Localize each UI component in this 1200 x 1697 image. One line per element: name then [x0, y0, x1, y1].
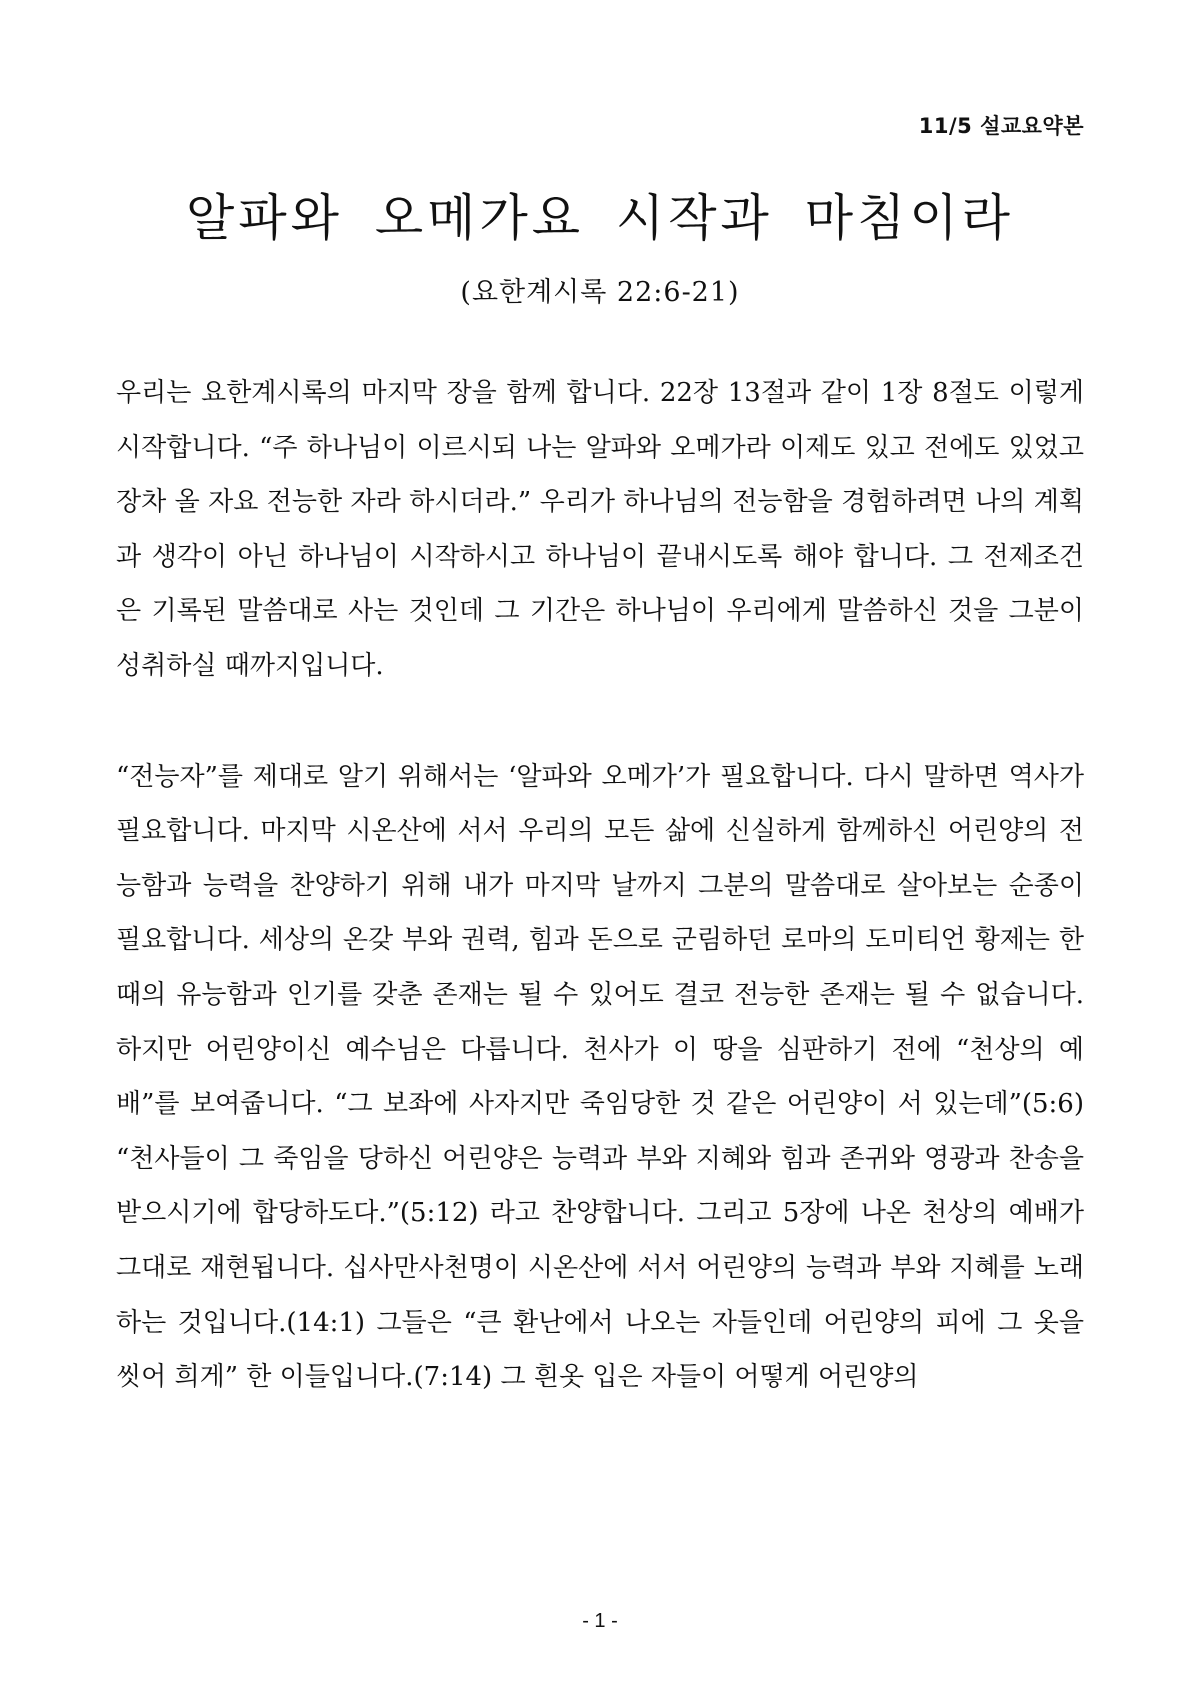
sermon-title: 알파와 오메가요 시작과 마침이라: [186, 189, 1014, 247]
sermon-body: [116, 366, 1084, 1461]
page-number: - 1 -: [582, 1610, 618, 1632]
scripture-reference: (요한계시록 22:6-21): [460, 277, 740, 308]
document-header-label: 11/5 설교요약본: [918, 114, 1084, 138]
body-paragraph: 우리는 요한계시록의 마지막 장을 함께 합니다. 22장 13절과 같이 1장 8절도 이렇게 시작합니다. “주 하나님이 이르시되 나는 알파와 오메가라 이제도 있고 전에도 있었고 장차 올 자요 전능한 자라 하시더라.” 우리가 하나님의 전능함을 경험하려면 나의 계획과 생각이 아닌 하나님이 시작하시고 하나님이 끝내시도록 해야 합니다. 그 전제조건은 기록된 말씀대로 사는 것인데 그 기간은 하나님이 우리에게 말씀하신 것을 그분이 성취하실 때까지입니다.: [116, 378, 1084, 681]
body-paragraph: “전능자”를 제대로 알기 위해서는 ‘알파와 오메가’가 필요합니다. 다시 말하면 역사가 필요합니다. 마지막 시온산에 서서 우리의 모든 삶에 신실하게 함께하신 어린양의 전능함과 능력을 찬양하기 위해 내가 마지막 날까지 그분의 말씀대로 살아보는 순종이 필요합니다. 세상의 온갖 부와 권력, 힘과 돈으로 군림하던 로마의 도미티언 황제는 한때의 유능함과 인기를 갖춘 존재는 될 수 있어도 결코 전능한 존재는 될 수 없습니다. 하지만 어린양이신 예수님은 다릅니다. 천사가 이 땅을 심판하기 전에 “천상의 예배”를 보여줍니다. “그 보좌에 사자지만 죽임당한 것 같은 어린양이 서 있는데”(5:6) “천사들이 그 죽임을 당하신 어린양은 능력과 부와 지혜와 힘과 존귀와 영광과 찬송을 받으시기에 합당하도다.”(5:12) 라고 찬양합니다. 그리고 5장에 나온 천상의 예배가 그대로 재현됩니다. 십사만사천명이 시온산에 서서 어린양의 능력과 부와 지혜를 노래하는 것입니다.(14:1) 그들은 “큰 환난에서 나오는 자들인데 어린양의 피에 그 옷을 씻어 희게” 한 이들입니다.(7:14) 그 흰옷 입은 자들이 어떻게 어린양의: [116, 761, 1084, 1393]
